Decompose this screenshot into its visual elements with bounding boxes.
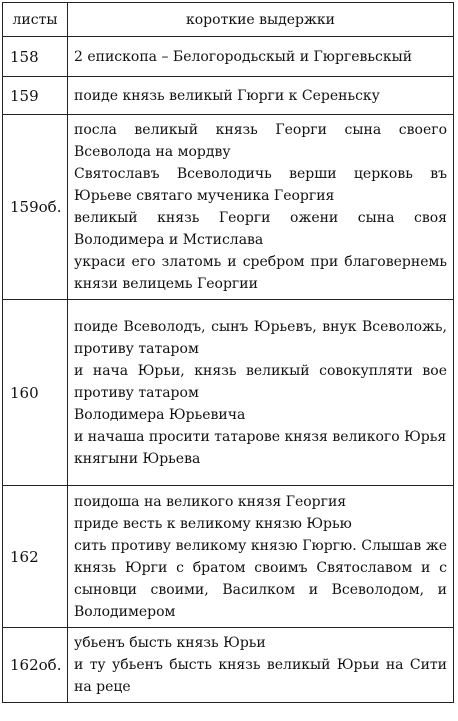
excerpt-line: украси его златомь и сребром при благовернемь князи велицемь Георгии xyxy=(74,254,447,292)
sheet-number: 162об. xyxy=(3,628,68,703)
table-row xyxy=(3,300,454,486)
excerpt-line: и начаша просити татарове князя великого Юрья xyxy=(74,428,447,445)
excerpt-line: 2 епископа – Белогородьскый и Гюргевьскый xyxy=(74,48,413,65)
excerpt-line: поидоша на великого князя Георгия xyxy=(74,493,347,510)
excerpts-table xyxy=(2,2,454,703)
table-body xyxy=(3,37,454,703)
excerpt-line: поиде Всеволодъ, сынъ Юрьевъ, внук Всеволожь, противу татаром xyxy=(74,318,447,357)
excerpt-line: и ту убьенъ бысть князь великый Юрьи на Сити на реце xyxy=(74,657,447,695)
excerpt-cell xyxy=(68,115,454,300)
sheet-number: 160 xyxy=(3,300,68,486)
excerpt-cell xyxy=(68,486,454,628)
excerpt-cell xyxy=(68,77,454,115)
header-row xyxy=(3,3,454,37)
header-sheets: листы xyxy=(3,3,68,37)
excerpt-cell xyxy=(68,37,454,77)
excerpt-line: приде весть к великому князю Юрью xyxy=(74,515,352,532)
excerpt-line: убьенъ бысть князь Юрьи xyxy=(74,635,266,651)
excerpt-line: Володимера Юрьевича xyxy=(74,406,246,423)
table-row xyxy=(3,628,454,703)
table-row xyxy=(3,486,454,628)
sheet-number: 159об. xyxy=(3,115,68,300)
table-row xyxy=(3,77,454,115)
excerpt-line: сить противу великому князю Гюргю. Слышав же князь Юрги с братом своимъ Святославом и с сыновци своими, Василком и Всеволодом, и Володимером xyxy=(74,537,447,620)
excerpt-line: княгыни Юрьева xyxy=(74,450,201,467)
sheet-number: 159 xyxy=(3,77,68,115)
excerpt-line: поиде князь великый Гюрги к Сереньску xyxy=(74,87,380,104)
table-row xyxy=(3,115,454,300)
excerpt-line: Святославъ Всеволодичь верши церковь въ Юрьеве святаго мученика Георгия xyxy=(74,166,447,204)
sheet-number: 158 xyxy=(3,37,68,77)
header-excerpts: короткие выдержки xyxy=(68,3,454,37)
excerpt-cell xyxy=(68,628,454,703)
excerpt-line: великый князь Георги ожени сына своя Володимера и Мстислава xyxy=(74,210,447,248)
sheet-number: 162 xyxy=(3,486,68,628)
table-row xyxy=(3,37,454,77)
excerpt-line: посла великый князь Георги сына своего Всеволода на мордву xyxy=(74,122,447,160)
excerpt-cell xyxy=(68,300,454,486)
excerpt-line: и нача Юрьи, князь великый совокупляти вое противу татаром xyxy=(74,362,447,401)
